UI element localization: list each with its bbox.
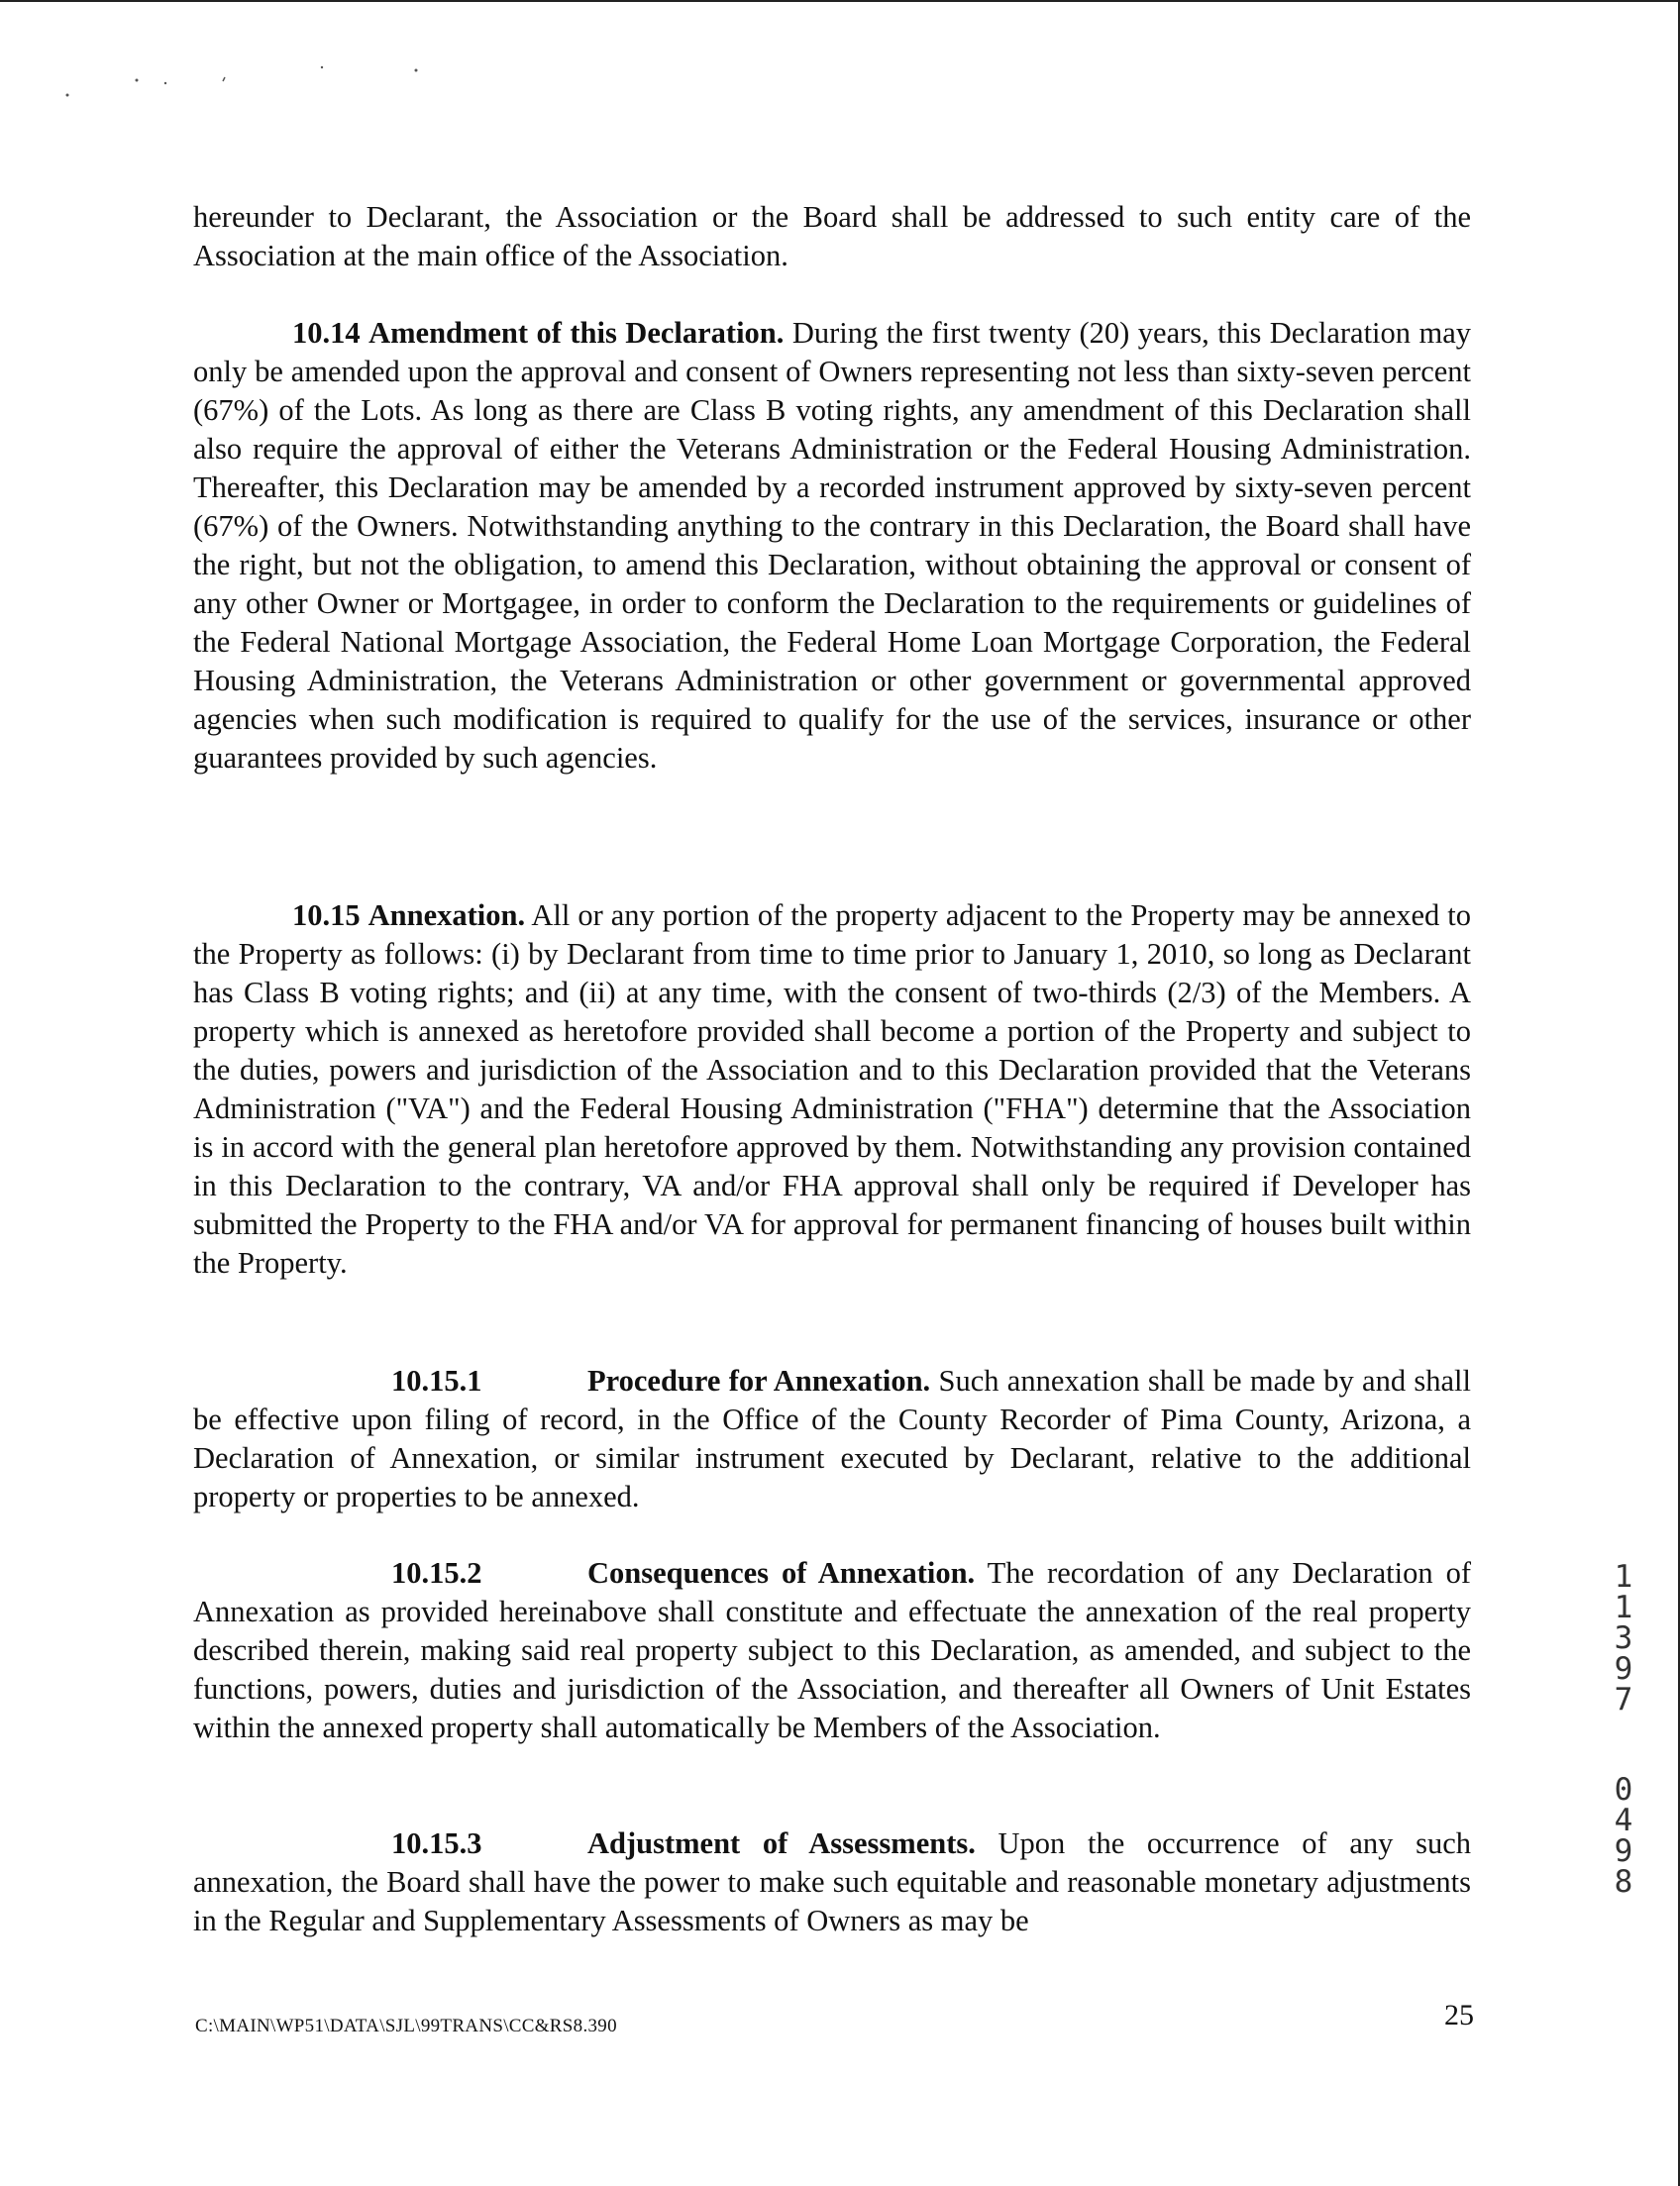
- section-10-14-paragraph: [193, 314, 1471, 778]
- section-number: 10.14: [292, 316, 361, 350]
- section-10-14: [193, 314, 1471, 778]
- section-10-15-2-paragraph: [193, 1554, 1471, 1747]
- section-10-15-3: [193, 1824, 1471, 1940]
- section-10-15: [193, 896, 1471, 1283]
- stamp-digit: 1: [1614, 1590, 1633, 1625]
- section-body: Upon the occurrence of any such annexation, the Board shall have the power to make such equitable and reasonable monetary adjustments in the Regular and Supplementary Assessments of Owners as may be: [193, 1826, 1471, 1937]
- stamp-gap: [1607, 1716, 1640, 1775]
- section-heading: Adjustment of Assessments.: [587, 1826, 976, 1860]
- paragraph-continuation: [193, 198, 1471, 275]
- stamp-digit: 9: [1614, 1833, 1633, 1869]
- section-heading: Annexation.: [368, 898, 526, 932]
- recorder-stamp-number: [1607, 1559, 1640, 1900]
- section-number: 10.15.2: [391, 1556, 482, 1590]
- stamp-digit: 7: [1614, 1682, 1633, 1718]
- section-heading: Consequences of Annexation.: [587, 1556, 976, 1590]
- section-10-15-1-paragraph: [193, 1362, 1471, 1516]
- paragraph-continuation-text: hereunder to Declarant, the Association or the Board shall be addressed to such entity care of the Association at the main office of the Association.: [193, 200, 1471, 272]
- section-10-15-3-paragraph: [193, 1824, 1471, 1940]
- section-number: 10.15: [292, 898, 361, 932]
- scan-specks: [59, 61, 456, 101]
- section-10-15-1: [193, 1362, 1471, 1516]
- section-10-15-paragraph: [193, 896, 1471, 1283]
- section-heading: Procedure for Annexation.: [587, 1364, 931, 1398]
- stamp-digit: 3: [1614, 1620, 1633, 1656]
- section-body: During the first twenty (20) years, this Declaration may only be amended upon the approval and consent of Owners representing not less than sixty-seven percent (67%) of the Lots. As long as there are Class B voting rights, any amendment of this Declaration shall also require the approval of either the Veterans Administration or the Federal Housing Administration. Thereafter, this Declaration may be amended by a recorded instrument approved by sixty-seven percent (67%) of the Owners. Notwithstanding anything to the contrary in this Declaration, the Board shall have the right, but not the obligation, to amend this Declaration, without obtaining the approval or consent of any other Owner or Mortgagee, in order to conform the Declaration to the requirements or guidelines of the Federal National Mortgage Association, the Federal Home Loan Mortgage Corporation, the Federal Housing Administration, the Veterans Administration or other government or governmental approved agencies when such modification is required to qualify for the use of the services, insurance or other guarantees provided by such agencies.: [193, 316, 1472, 775]
- stamp-digit: 8: [1614, 1864, 1633, 1900]
- section-number: 10.15.1: [391, 1364, 482, 1398]
- section-body: All or any portion of the property adjacent to the Property may be annexed to the Property as follows: (i) by Declarant from time to time prior to January 1, 2010, so long as Declarant has Class B voting rights; and (ii) at any time, with the consent of two-thirds (2/3) of the Members. A property which is annexed as heretofore provided shall become a portion of the Property and subject to the duties, powers and jurisdiction of the Association and to this Declaration provided that the Veterans Administration ("VA") and the Federal Housing Administration ("FHA") determine that the Association is in accord with the general plan heretofore approved by them. Notwithstanding any provision contained in this Declaration to the contrary, VA and/or FHA approval shall only be required if Developer has submitted the Property to the FHA and/or VA for approval for permanent financing of houses built within the Property.: [193, 898, 1472, 1280]
- section-number: 10.15.3: [391, 1826, 482, 1860]
- section-10-15-2: [193, 1554, 1471, 1747]
- stamp-digit: 9: [1614, 1651, 1633, 1687]
- section-body: Such annexation shall be made by and shall be effective upon filing of record, in the Office of the County Recorder of Pima County, Arizona, a Declaration of Annexation, or similar instrument executed by Declarant, relative to the additional property or properties to be annexed.: [193, 1364, 1471, 1513]
- stamp-digit: 1: [1614, 1559, 1633, 1595]
- footer-file-path: C:\MAIN\WP51\DATA\SJL\99TRANS\CC&RS8.390: [195, 2016, 617, 2036]
- section-body: The recordation of any Declaration of Annexation as provided hereinabove shall constitute and effectuate the annexation of the real property described therein, making said real property subject to this Declaration, as amended, and subject to the functions, powers, duties and jurisdiction of the Association, and thereafter all Owners of Unit Estates within the annexed property shall automatically be Members of the Association.: [193, 1556, 1471, 1744]
- section-heading: Amendment of this Declaration.: [368, 316, 785, 350]
- stamp-digit: 4: [1614, 1803, 1633, 1838]
- stamp-digit: 0: [1614, 1772, 1633, 1808]
- page-number: 25: [1444, 1999, 1474, 2031]
